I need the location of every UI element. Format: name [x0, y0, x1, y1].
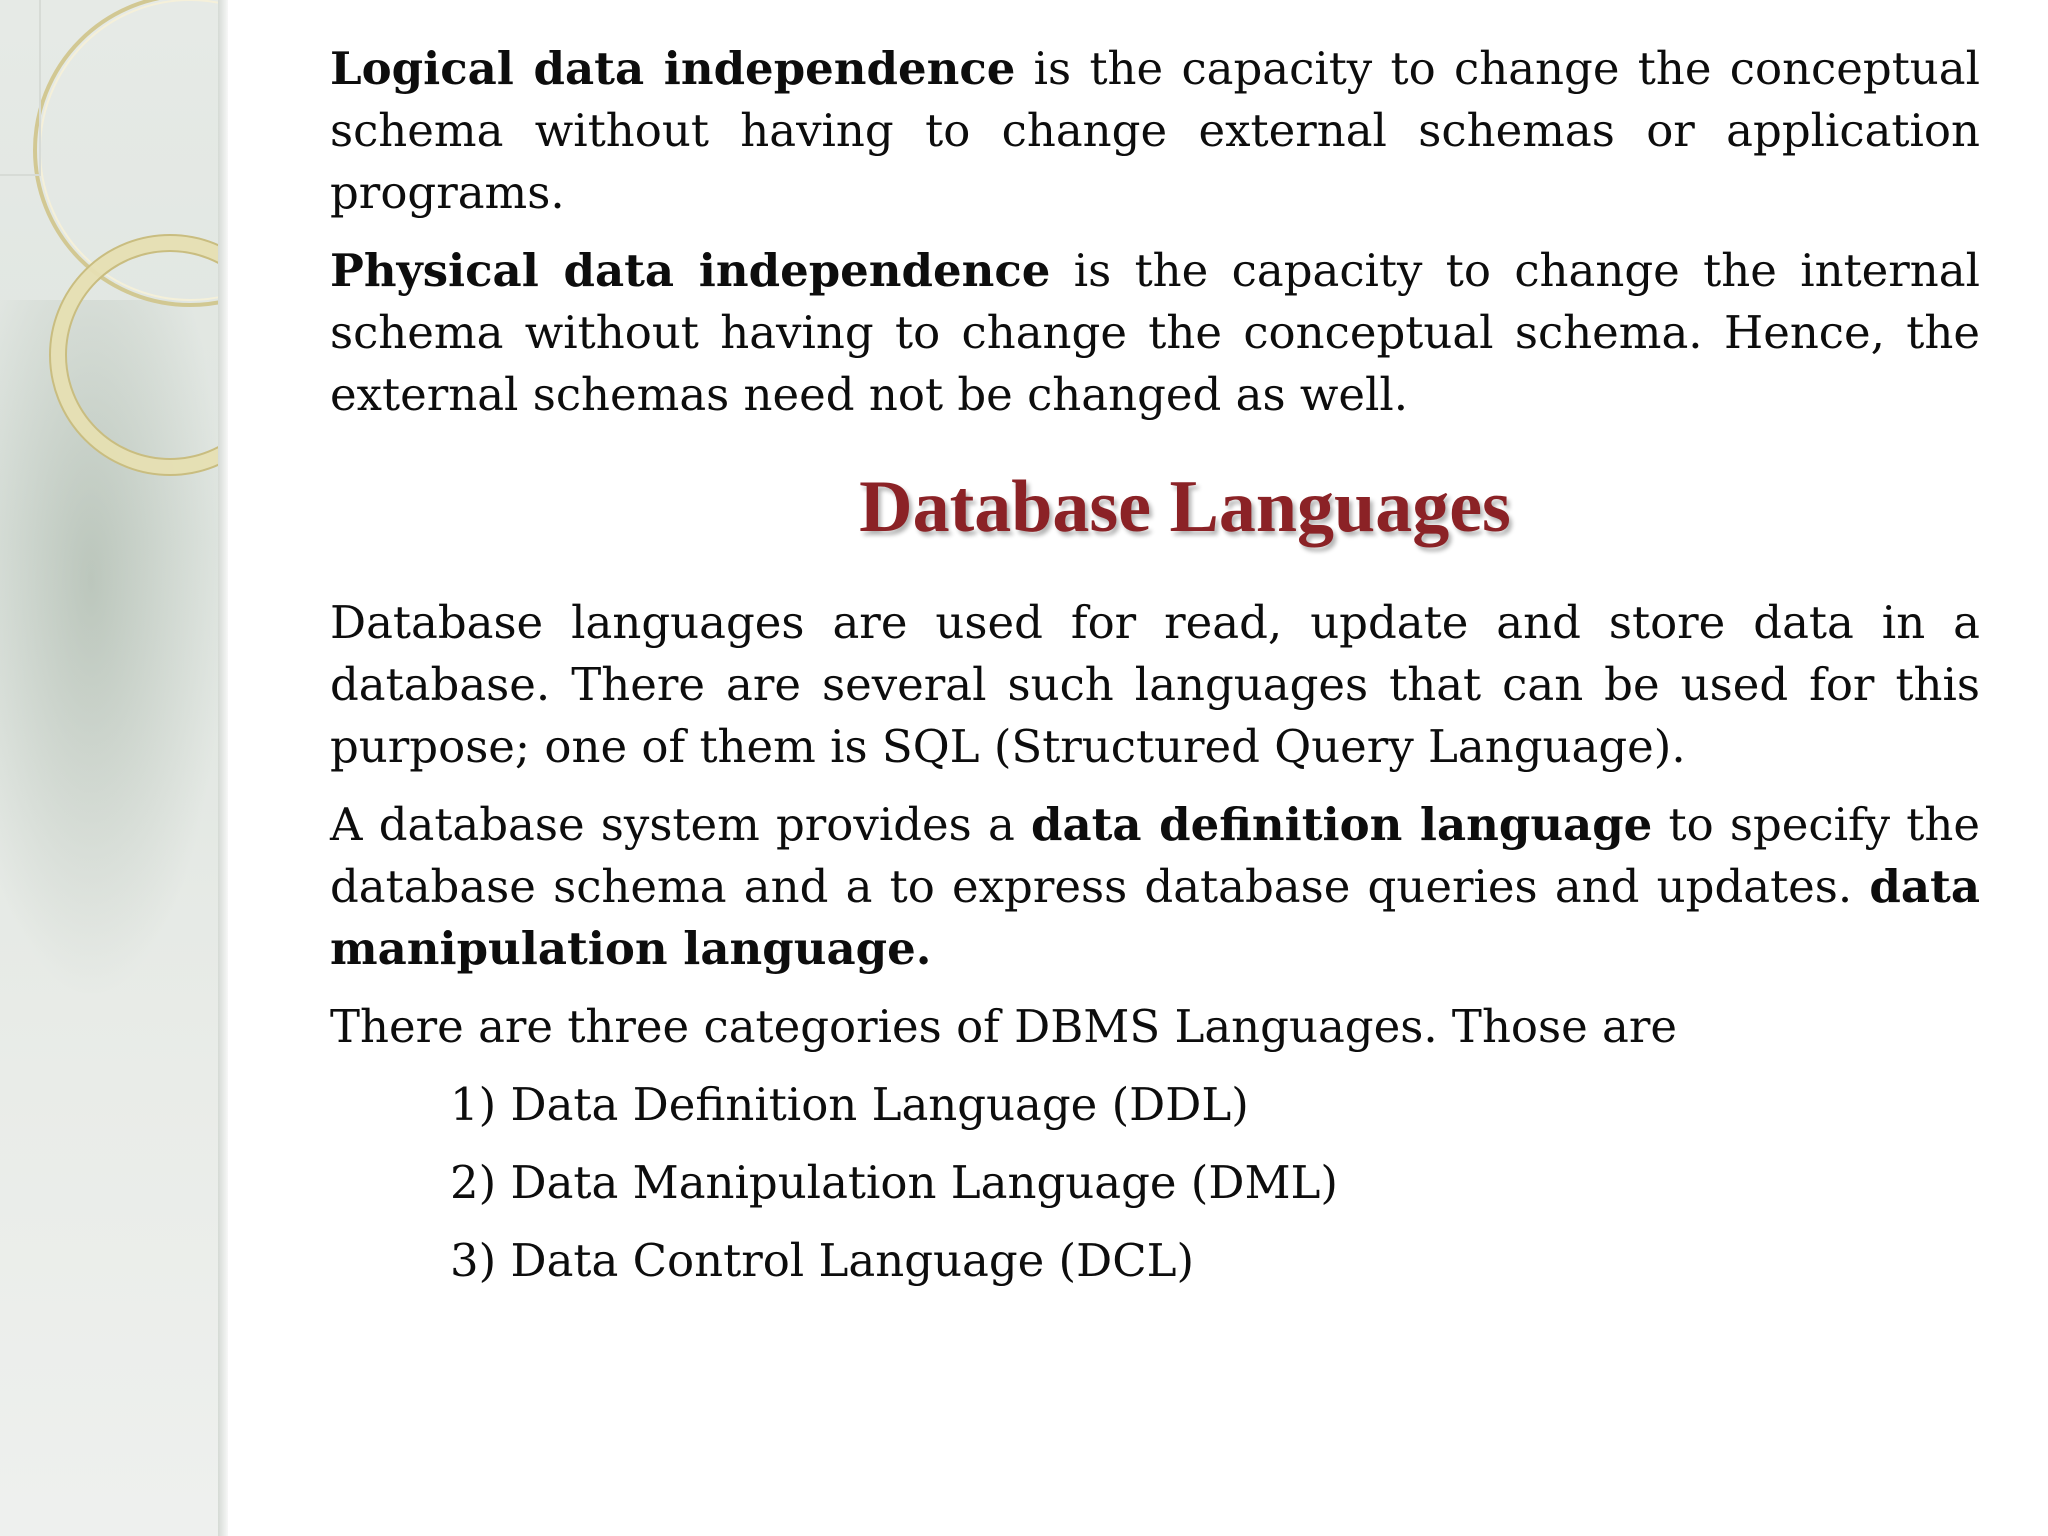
system-text-2: to specify the database schema and a to express database queries and updates.	[330, 798, 1980, 913]
ddl-term: data definition language	[1030, 798, 1653, 851]
physical-term: Physical data independence	[330, 244, 1051, 297]
decorative-side-panel	[0, 0, 228, 1536]
ring-ornament-icon	[0, 0, 228, 520]
logical-independence-paragraph	[330, 38, 1980, 224]
panel-edge	[218, 0, 228, 1536]
section-heading: Database Languages	[859, 466, 1511, 548]
language-categories-list	[330, 1074, 1980, 1292]
list-item: 3) Data Control Language (DCL)	[450, 1234, 1195, 1287]
languages-intro-paragraph: Database languages are used for read, update and store data in a database. There are several such languages that can be used for this purpose; one of them is SQL (Structured Query Language).	[330, 596, 1980, 773]
dml-term: data manipulation language.	[330, 860, 1980, 975]
physical-definition: is the capacity to change the internal schema without having to change the conceptual schema. Hence, the external schemas need not be changed as well.	[330, 244, 1980, 421]
categories-paragraph: There are three categories of DBMS Languages. Those are	[330, 1000, 1678, 1053]
logical-term: Logical data independence	[330, 42, 1016, 95]
logical-definition: is the capacity to change the conceptual schema without having to change external schemas or application programs.	[330, 42, 1980, 219]
list-item: 1) Data Definition Language (DDL)	[450, 1078, 1249, 1131]
list-item: 2) Data Manipulation Language (DML)	[450, 1156, 1338, 1209]
physical-independence-paragraph	[330, 240, 1980, 426]
system-text-1: A database system provides a	[330, 798, 1031, 851]
database-system-paragraph	[330, 794, 1980, 980]
slide-content	[330, 38, 1980, 1308]
